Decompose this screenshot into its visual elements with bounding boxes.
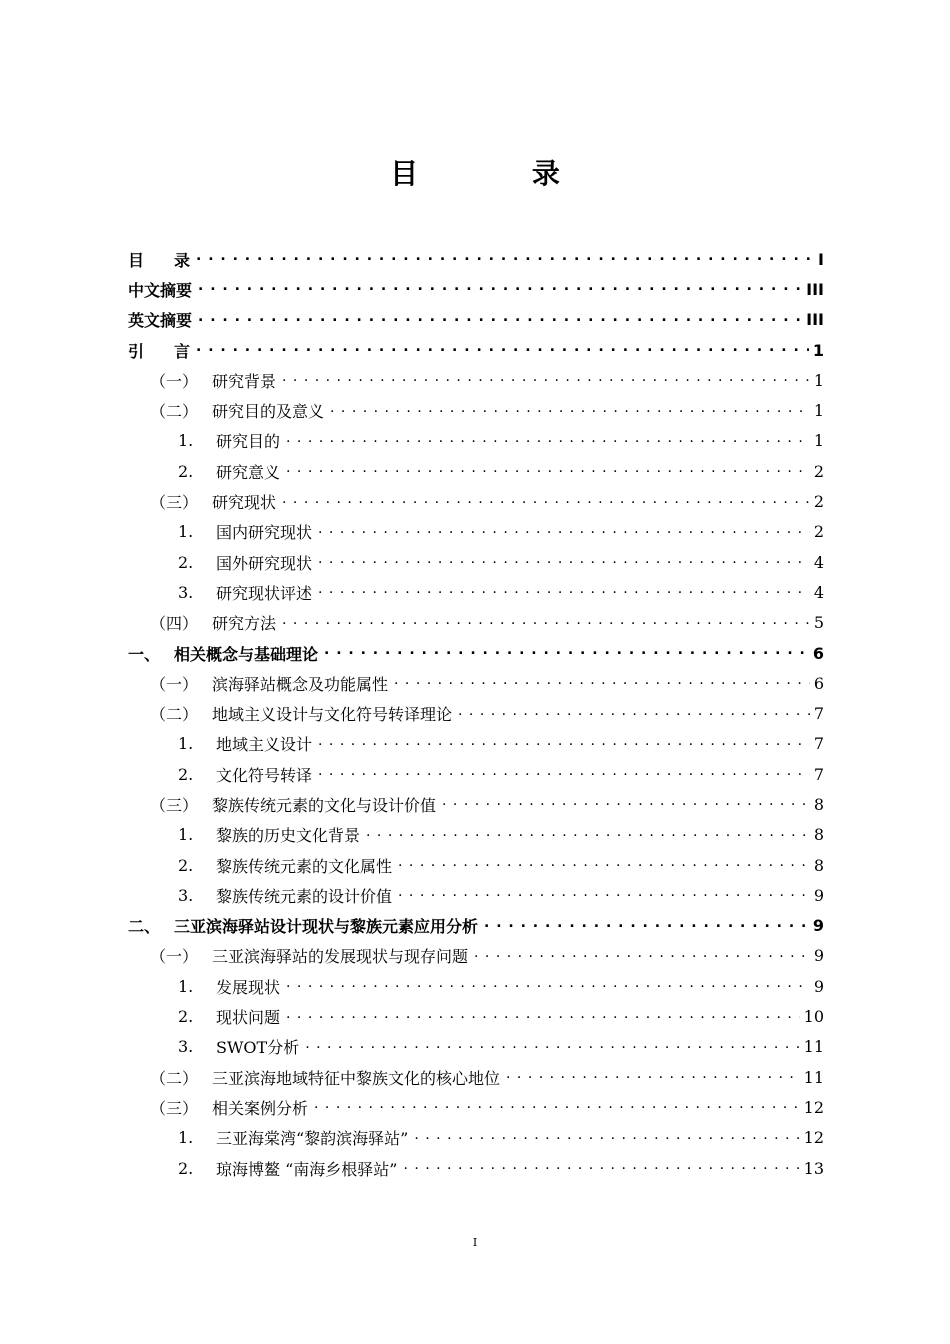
toc-entry[interactable]	[128, 305, 824, 335]
dot-leader	[318, 584, 810, 600]
toc-entry-number: 二、	[128, 917, 161, 937]
toc-entry-label: 研究背景	[212, 371, 277, 391]
toc-entry[interactable]	[128, 426, 824, 456]
toc-entry-number: 3.	[178, 885, 194, 905]
toc-entry-number: 2.	[178, 552, 194, 572]
toc-entry-page: 9	[813, 885, 824, 905]
toc-entry-label: 研究方法	[212, 614, 277, 634]
toc-entry-page: 9	[813, 946, 824, 966]
dot-leader	[366, 827, 810, 843]
toc-entry[interactable]	[128, 1001, 824, 1031]
dot-leader	[196, 342, 809, 358]
toc-entry-page: 12	[803, 1097, 824, 1117]
toc-entry[interactable]	[128, 608, 824, 638]
dot-leader	[474, 948, 810, 964]
toc-entry[interactable]	[128, 850, 824, 880]
dot-leader	[414, 1130, 799, 1146]
dot-leader	[324, 645, 809, 661]
toc-entry-number: 1.	[178, 522, 194, 542]
toc-entry-label: 目录	[128, 250, 221, 270]
toc-entry[interactable]	[128, 244, 824, 274]
toc-entry-label: 发展现状	[216, 977, 281, 997]
toc-entry-label: 相关案例分析	[212, 1098, 309, 1118]
toc-entry[interactable]	[128, 698, 824, 728]
dot-leader	[286, 463, 810, 479]
toc-entry-number: 3.	[178, 582, 194, 602]
toc-entry-label: 现状问题	[216, 1008, 281, 1028]
toc-entry-page: 11	[803, 1037, 824, 1057]
toc-entry-number: 1.	[178, 431, 194, 451]
toc-entry-number: （二）	[150, 402, 199, 422]
toc-entry-page: I	[818, 249, 824, 269]
toc-entry[interactable]	[128, 274, 824, 304]
toc-entry-label: 三亚滨海地域特征中黎族文化的核心地位	[212, 1068, 501, 1088]
toc-entry[interactable]	[128, 1062, 824, 1092]
toc-entry-label: 研究目的	[216, 432, 281, 452]
toc-entry-page: 6	[813, 673, 824, 693]
toc-entry-number: （四）	[150, 614, 199, 634]
toc-entry-label: 研究目的及意义	[212, 402, 325, 422]
toc-entry-number: 2.	[178, 461, 194, 481]
toc-entry-page: 2	[813, 492, 824, 512]
dot-leader	[305, 1039, 799, 1055]
toc-entry-number: 2.	[178, 855, 194, 875]
dot-leader	[286, 433, 810, 449]
toc-entry-label: 文化符号转译	[216, 765, 313, 785]
toc-entry-label: 三亚海棠湾“黎韵滨海驿站”	[216, 1129, 409, 1149]
toc-entry-page: 13	[803, 1158, 824, 1178]
toc-entry-number: 2.	[178, 764, 194, 784]
toc-entry-page: 8	[813, 794, 824, 814]
dot-leader	[318, 524, 810, 540]
dot-leader	[282, 494, 810, 510]
toc-entry-page: 4	[813, 582, 824, 602]
toc-entry[interactable]	[128, 911, 824, 941]
toc-entry[interactable]	[128, 820, 824, 850]
toc-entry[interactable]	[128, 1032, 824, 1062]
page-number: I	[472, 1236, 478, 1249]
toc-entry-label: 研究意义	[216, 462, 281, 482]
toc-entry-label: 黎族传统元素的文化与设计价值	[212, 795, 437, 815]
toc-entry-number: （一）	[150, 947, 199, 967]
toc-entry-label: 琼海博鳌 “南海乡根驿站”	[216, 1159, 398, 1179]
toc-entry-number: （三）	[150, 795, 199, 815]
dot-leader	[282, 372, 810, 388]
toc-entry[interactable]	[128, 880, 824, 910]
dot-leader	[198, 281, 802, 297]
dot-leader	[458, 706, 810, 722]
toc-entry[interactable]	[128, 365, 824, 395]
toc-entry[interactable]	[128, 1123, 824, 1153]
toc-entry[interactable]	[128, 517, 824, 547]
dot-leader	[314, 1099, 800, 1115]
toc-entry-number: 一、	[128, 644, 161, 664]
toc-entry-page: 12	[803, 1128, 824, 1148]
toc-entry-number: 1.	[178, 734, 194, 754]
toc-entry[interactable]	[128, 486, 824, 516]
toc-entry-page: 6	[812, 643, 824, 663]
toc-entry-label: SWOT分析	[216, 1038, 300, 1058]
toc-entry[interactable]	[128, 729, 824, 759]
toc-entry-page: 4	[813, 552, 824, 572]
page-title: 目 录	[390, 157, 612, 190]
toc-entry-label: 研究现状评述	[216, 583, 313, 603]
toc-entry[interactable]	[128, 456, 824, 486]
dot-leader	[286, 978, 810, 994]
toc-entry-page: 11	[803, 1067, 824, 1087]
toc-entry[interactable]	[128, 395, 824, 425]
dot-leader	[398, 887, 810, 903]
toc-entry-page: 1	[812, 340, 824, 360]
toc-entry-label: 黎族传统元素的文化属性	[216, 856, 393, 876]
toc-entry-page: 8	[813, 855, 824, 875]
toc-entry-number: （二）	[150, 1068, 199, 1088]
toc-entry-number: （三）	[150, 493, 199, 513]
dot-leader	[394, 675, 810, 691]
toc-entry-label: 黎族的历史文化背景	[216, 826, 361, 846]
toc-entry[interactable]	[128, 941, 824, 971]
toc-entry-label: 黎族传统元素的设计价值	[216, 886, 393, 906]
toc-entry-page: 2	[813, 461, 824, 481]
toc-entry[interactable]	[128, 335, 824, 365]
toc-entry-page: 9	[813, 976, 824, 996]
toc-entry-number: （一）	[150, 371, 199, 391]
toc-entry[interactable]	[128, 638, 824, 668]
toc-entry-label: 相关概念与基础理论	[174, 644, 319, 664]
toc-entry-number: （三）	[150, 1098, 199, 1118]
dot-leader	[398, 857, 810, 873]
toc-entry-label: 中文摘要	[128, 280, 193, 300]
toc-entry-label: 地域主义设计与文化符号转译理论	[212, 705, 453, 725]
toc-entry-number: 2.	[178, 1007, 194, 1027]
table-of-contents	[128, 244, 824, 1183]
toc-entry-number: （一）	[150, 674, 199, 694]
toc-entry-page: 1	[813, 370, 824, 390]
toc-entry[interactable]	[128, 759, 824, 789]
toc-entry-page: 10	[803, 1007, 824, 1027]
toc-entry-page: 1	[813, 401, 824, 421]
toc-entry[interactable]	[128, 547, 824, 577]
dot-leader	[403, 1160, 799, 1176]
dot-leader	[506, 1069, 800, 1085]
toc-entry-label: 滨海驿站概念及功能属性	[212, 674, 389, 694]
dot-leader	[282, 615, 810, 631]
toc-entry[interactable]	[128, 1092, 824, 1122]
toc-entry-page: 7	[813, 704, 824, 724]
dot-leader	[198, 312, 802, 328]
toc-entry-label: 国外研究现状	[216, 553, 313, 573]
dot-leader	[318, 766, 810, 782]
toc-entry-label: 英文摘要	[128, 311, 193, 331]
toc-entry-page: III	[806, 310, 824, 330]
toc-entry-page: 9	[812, 916, 824, 936]
toc-entry[interactable]	[128, 577, 824, 607]
toc-entry[interactable]	[128, 971, 824, 1001]
dot-leader	[286, 1009, 800, 1025]
toc-entry-number: 3.	[178, 1037, 194, 1057]
dot-leader	[330, 403, 810, 419]
toc-entry-page: 2	[813, 522, 824, 542]
toc-entry-page: 7	[813, 734, 824, 754]
toc-entry-number: 1.	[178, 1128, 194, 1148]
toc-entry-label: 国内研究现状	[216, 523, 313, 543]
toc-entry-label: 地域主义设计	[216, 735, 313, 755]
dot-leader	[442, 796, 810, 812]
toc-entry[interactable]	[128, 668, 824, 698]
toc-entry-number: 1.	[178, 825, 194, 845]
toc-entry-number: 2.	[178, 1158, 194, 1178]
dot-leader	[318, 554, 810, 570]
toc-entry-page: 5	[813, 613, 824, 633]
toc-entry-label: 引言	[128, 341, 221, 361]
toc-entry[interactable]	[128, 789, 824, 819]
dot-leader	[318, 736, 810, 752]
dot-leader	[484, 918, 809, 934]
toc-entry-label: 研究现状	[212, 493, 277, 513]
toc-entry-label: 三亚滨海驿站设计现状与黎族元素应用分析	[174, 917, 479, 937]
toc-entry-number: （二）	[150, 705, 199, 725]
toc-entry-page: 1	[813, 431, 824, 451]
toc-entry-label: 三亚滨海驿站的发展现状与现存问题	[212, 947, 469, 967]
toc-entry[interactable]	[128, 1153, 824, 1183]
toc-entry-page: III	[806, 279, 824, 299]
toc-entry-page: 7	[813, 764, 824, 784]
dot-leader	[196, 251, 814, 267]
toc-entry-number: 1.	[178, 976, 194, 996]
toc-entry-page: 8	[813, 825, 824, 845]
